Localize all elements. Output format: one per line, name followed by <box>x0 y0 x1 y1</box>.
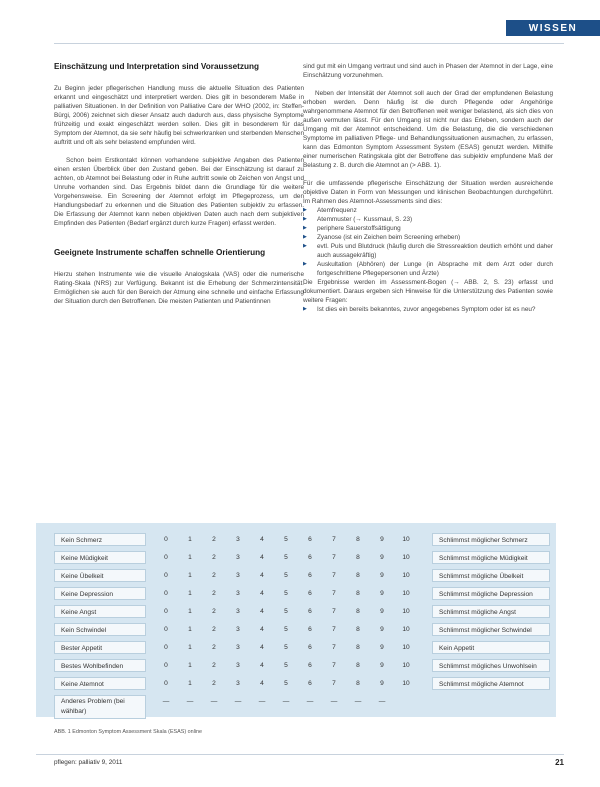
scale-row-low-label: Keine Angst <box>54 605 146 618</box>
scale-number[interactable]: 0 <box>164 590 168 597</box>
scale-number[interactable]: 0 <box>164 536 168 543</box>
scale-number[interactable]: 6 <box>308 626 312 633</box>
scale-number[interactable]: 1 <box>188 536 192 543</box>
scale-number[interactable]: 6 <box>308 680 312 687</box>
scale-number[interactable]: 10 <box>402 572 410 579</box>
scale-number[interactable]: 9 <box>380 536 384 543</box>
scale-row <box>36 639 556 657</box>
scale-number[interactable]: 7 <box>332 536 336 543</box>
scale-number[interactable]: 3 <box>236 626 240 633</box>
heading-instruments: Geeignete Instrumente schaffen schnelle Orientierung <box>54 248 266 257</box>
scale-row <box>36 531 556 549</box>
scale-number[interactable]: 9 <box>380 608 384 615</box>
paragraph: Für die umfassende pflegerische Einschätzung der Situation werden ausreichende objektive Daten in Form von Messungen und klinischen Beobachtungen durchgeführt. Im Rahmen des Atemnot-Assessments sind dies: <box>303 180 553 205</box>
list-item: ▶ Atemmuster (→ Kussmaul, S. 23) <box>303 215 553 224</box>
scale-number[interactable]: 10 <box>402 590 410 597</box>
scale-row-high-label: Schlimmst mögliche Depression <box>432 587 550 600</box>
scale-row <box>36 603 556 621</box>
scale-number[interactable]: 8 <box>356 554 360 561</box>
paragraph: sind gut mit ein Umgang vertraut und sind auch in Phasen der Atemnot in der Lage, eine Einschätzung vorzunehmen. <box>303 63 553 79</box>
scale-number[interactable]: 4 <box>260 608 264 615</box>
scale-number[interactable]: 3 <box>236 590 240 597</box>
scale-number[interactable]: 1 <box>188 626 192 633</box>
scale-number[interactable]: 5 <box>284 644 288 651</box>
scale-row-high-label: Schlimmst möglicher Schmerz <box>432 533 550 546</box>
scale-number[interactable]: 2 <box>212 590 216 597</box>
scale-number[interactable]: 6 <box>308 644 312 651</box>
scale-number[interactable]: 8 <box>356 590 360 597</box>
scale-row-low-label: Kein Schmerz <box>54 533 146 546</box>
scale-number[interactable]: — <box>258 698 266 705</box>
scale-number[interactable]: 3 <box>236 554 240 561</box>
scale-row-low-label: Anderes Problem (bei wählbar) <box>54 695 146 719</box>
scale-number[interactable]: 3 <box>236 536 240 543</box>
scale-number[interactable]: 6 <box>308 662 312 669</box>
scale-number[interactable]: 3 <box>236 608 240 615</box>
scale-row-low-label: Kein Schwindel <box>54 623 146 636</box>
scale-number[interactable]: — <box>306 698 314 705</box>
scale-number[interactable]: 0 <box>164 554 168 561</box>
scale-number[interactable]: — <box>378 698 386 705</box>
paragraph: Die Ergebnisse werden im Assessment-Bogen (→ ABB. 2, S. 23) erfasst und dokumentiert. Daraus ergeben sich Hinweise für die Unterstützung des Patienten sowie weitere Fragen: <box>303 279 553 304</box>
scale-number[interactable]: 2 <box>212 662 216 669</box>
scale-row-low-label: Keine Übelkeit <box>54 569 146 582</box>
scale-number[interactable]: 2 <box>212 572 216 579</box>
scale-number[interactable]: 1 <box>188 608 192 615</box>
scale-number[interactable]: 1 <box>188 590 192 597</box>
scale-number[interactable]: 2 <box>212 536 216 543</box>
scale-row-high-label: Schlimmst mögliche Übelkeit <box>432 569 550 582</box>
paragraph: Schon beim Erstkontakt können vorhandene subjektive Angaben des Patienten einen ersten Überblick über den Zustand geben. Bei der Einschätzung ist darauf zu achten, ob Atemnot bei Belastung oder in Ruhe auftritt sowie ob Zeichen von Angst und Unruhe vorhanden sind. Das Ergebnis bildet dann die Grundlage für die weitere Vorgehensweise. Ein Screening der Atemnot erfolgt im Pflegeprozess, um den Handlungsbedarf zu erkennen und die Situation des Patienten subjektiv zu erfassen. Die Erfassung der Atemnot kann neben objektiven Daten auch nach dem subjektiven Empfinden des Patienten (Bedarf ergänzt durch kurze Fragen) erfasst werden. <box>54 157 304 227</box>
questions-list <box>303 305 553 314</box>
scale-number[interactable]: 2 <box>212 644 216 651</box>
scale-row <box>36 549 556 567</box>
scale-number[interactable]: 10 <box>402 680 410 687</box>
scale-number[interactable]: 2 <box>212 680 216 687</box>
scale-number[interactable]: 8 <box>356 608 360 615</box>
scale-row-high-label: Schlimmst mögliche Atemnot <box>432 677 550 690</box>
heading-assessment: Einschätzung und Interpretation sind Voraussetzung <box>54 62 260 71</box>
scale-number[interactable]: 9 <box>380 680 384 687</box>
scale-row <box>36 657 556 675</box>
scale-number[interactable]: 4 <box>260 554 264 561</box>
scale-number[interactable]: 4 <box>260 536 264 543</box>
scale-number[interactable]: 7 <box>332 608 336 615</box>
scale-number[interactable]: 5 <box>284 554 288 561</box>
scale-number[interactable]: 8 <box>356 626 360 633</box>
scale-row-high-label: Schlimmst mögliches Unwohlsein <box>432 659 550 672</box>
scale-number[interactable]: 7 <box>332 644 336 651</box>
scale-number[interactable]: 9 <box>380 590 384 597</box>
scale-number[interactable]: 9 <box>380 662 384 669</box>
scale-row-high-label: Kein Appetit <box>432 641 550 654</box>
list-item: ▶ evtl. Puls und Blutdruck (häufig durch die Stressreaktion deutlich erhöht und daher auch aussagekräftig) <box>303 242 553 260</box>
scale-number[interactable]: 0 <box>164 662 168 669</box>
scale-row <box>36 675 556 693</box>
scale-number[interactable]: 1 <box>188 644 192 651</box>
scale-number[interactable]: 0 <box>164 680 168 687</box>
header-divider <box>54 43 564 44</box>
scale-number[interactable]: 5 <box>284 626 288 633</box>
scale-number[interactable]: 5 <box>284 536 288 543</box>
scale-number[interactable]: 7 <box>332 554 336 561</box>
scale-row-low-label: Keine Atemnot <box>54 677 146 690</box>
section-banner: WISSEN <box>506 20 600 36</box>
scale-number[interactable]: 1 <box>188 572 192 579</box>
scale-number[interactable]: — <box>162 698 170 705</box>
scale-number[interactable]: 6 <box>308 536 312 543</box>
scale-row-low-label: Bestes Wohlbefinden <box>54 659 146 672</box>
journal-footer: pflegen: palliativ 9, 2011 <box>54 759 123 766</box>
scale-number[interactable]: 0 <box>164 572 168 579</box>
scale-row-low-label: Keine Depression <box>54 587 146 600</box>
scale-number[interactable]: 10 <box>402 536 410 543</box>
scale-number[interactable]: 4 <box>260 590 264 597</box>
list-item: ▶ periphere Sauerstoffsättigung <box>303 224 553 233</box>
scale-number[interactable]: 8 <box>356 644 360 651</box>
scale-number[interactable]: 3 <box>236 644 240 651</box>
scale-number[interactable]: — <box>330 698 338 705</box>
scale-number[interactable]: 6 <box>308 572 312 579</box>
scale-number[interactable]: 8 <box>356 662 360 669</box>
scale-number[interactable]: 5 <box>284 608 288 615</box>
scale-number[interactable]: 4 <box>260 572 264 579</box>
scale-number[interactable]: 2 <box>212 554 216 561</box>
footer-divider <box>36 754 564 755</box>
scale-number[interactable]: 7 <box>332 680 336 687</box>
scale-number[interactable]: 3 <box>236 572 240 579</box>
scale-number[interactable]: 0 <box>164 644 168 651</box>
right-column <box>303 62 553 314</box>
paragraph: Neben der Intensität der Atemnot soll auch der Grad der empfundenen Belastung erhoben werden. Denn häufig ist die durch Pflegende oder Angehörige wahrgenommene Atemnot für den Betroffenen weit weniger belastend, als sich dies von außen vermuten lässt. Für den Umgang ist nicht nur das Erleben, sondern auch der Umgang mit der Atemnot entscheidend. Um die Belastung, die die verschiedenen Symptome im palliativen Pflege- und Behandlungssituationen ausmachen, zu erfassen, kann das Edmonton Symptom Assessment System (ESAS) genutzt werden. Mithilfe einer numerischen Ratingskala gibt der Betroffene das subjektiv empfundene Maß der Belastung z. B. durch die Atemnot an (> ABB. 1). <box>303 90 553 169</box>
scale-number[interactable]: 7 <box>332 590 336 597</box>
scale-row-high-label: Schlimmst mögliche Müdigkeit <box>432 551 550 564</box>
scale-number[interactable]: 0 <box>164 626 168 633</box>
scale-row-low-label: Keine Müdigkeit <box>54 551 146 564</box>
scale-row-low-label: Bester Appetit <box>54 641 146 654</box>
scale-row <box>36 693 556 715</box>
figure-caption: ABB. 1 Edmonton Symptom Assessment Skala (ESAS) online <box>54 729 203 735</box>
scale-number[interactable]: 3 <box>236 662 240 669</box>
list-item: ▶ Ist dies ein bereits bekanntes, zuvor angegebenes Symptom oder ist es neu? <box>303 305 553 314</box>
scale-number[interactable]: 10 <box>402 608 410 615</box>
scale-number[interactable]: 7 <box>332 626 336 633</box>
scale-number[interactable]: 8 <box>356 536 360 543</box>
scale-number[interactable]: 5 <box>284 572 288 579</box>
scale-number[interactable]: 10 <box>402 662 410 669</box>
scale-number[interactable]: — <box>282 698 290 705</box>
scale-number[interactable]: 5 <box>284 662 288 669</box>
scale-number[interactable]: 6 <box>308 554 312 561</box>
scale-row <box>36 585 556 603</box>
scale-number[interactable]: 5 <box>284 680 288 687</box>
scale-number[interactable]: — <box>234 698 242 705</box>
left-column <box>54 62 304 315</box>
scale-row <box>36 621 556 639</box>
scale-number[interactable]: 6 <box>308 590 312 597</box>
scale-number[interactable]: 10 <box>402 626 410 633</box>
scale-number[interactable]: 3 <box>236 680 240 687</box>
scale-number[interactable]: 5 <box>284 590 288 597</box>
paragraph: Hierzu stehen Instrumente wie die visuelle Analogskala (VAS) oder die numerische Rating-Skala (NRS) zur Verfügung. Bekannt ist die Erhebung der Schmerzintensität. Ermöglichen sie auch für den Bereich der Atmung eine schnelle und einfache Erfassung der Situation durch den Betroffenen. Die meisten Patienten und Patientinnen <box>54 271 304 305</box>
scale-number[interactable]: 0 <box>164 608 168 615</box>
esas-scale-figure <box>36 523 556 717</box>
scale-number[interactable]: — <box>186 698 194 705</box>
scale-row <box>36 567 556 585</box>
list-item: ▶ Atemfrequenz <box>303 206 553 215</box>
scale-number[interactable]: 4 <box>260 626 264 633</box>
scale-number[interactable]: 6 <box>308 608 312 615</box>
paragraph: Zu Beginn jeder pflegerischen Handlung muss die aktuelle Situation des Patienten erkannt und eingeschätzt und interpretiert werden. Dies gilt in besonderem Maße in palliativen Situationen. In der Definition von Palliative Care der WHO (2002, in: Steffen-Bürgi, 2006) zeichnet sich dieser Ansatz auch dadurch aus, dass physische Symptome frühzeitig und exakt eingeschätzt werden sollen. Dies gilt in besonderem für das Symptom der Atemnot, da sie sehr häufig bei schwerkranken und sterbenden Menschen auftritt und oft als sehr belastend empfunden wird. <box>54 85 304 146</box>
scale-number[interactable]: 2 <box>212 608 216 615</box>
scale-number[interactable]: 7 <box>332 662 336 669</box>
scale-number[interactable]: 8 <box>356 680 360 687</box>
scale-number[interactable]: 9 <box>380 644 384 651</box>
scale-number[interactable]: — <box>210 698 218 705</box>
assessment-list <box>303 206 553 278</box>
page-number: 21 <box>555 758 564 767</box>
scale-number[interactable]: 9 <box>380 626 384 633</box>
scale-number[interactable]: 2 <box>212 626 216 633</box>
scale-number[interactable]: 4 <box>260 680 264 687</box>
scale-number[interactable]: 10 <box>402 554 410 561</box>
scale-number[interactable]: 8 <box>356 572 360 579</box>
scale-row-high-label: Schlimmst möglicher Schwindel <box>432 623 550 636</box>
scale-number[interactable]: 4 <box>260 662 264 669</box>
scale-row-high-label: Schlimmst mögliche Angst <box>432 605 550 618</box>
scale-number[interactable]: 9 <box>380 554 384 561</box>
scale-number[interactable]: 4 <box>260 644 264 651</box>
scale-number[interactable]: 10 <box>402 644 410 651</box>
scale-number[interactable]: 7 <box>332 572 336 579</box>
scale-number[interactable]: 1 <box>188 554 192 561</box>
scale-number[interactable]: — <box>354 698 362 705</box>
scale-number[interactable]: 1 <box>188 680 192 687</box>
scale-number[interactable]: 1 <box>188 662 192 669</box>
list-item: ▶ Zyanose (ist ein Zeichen beim Screening erheben) <box>303 233 553 242</box>
list-item: ▶ Auskultation (Abhören) der Lunge (in Absprache mit dem Arzt oder durch fortgeschrittene Pflegepersonen und Ärzte) <box>303 260 553 278</box>
scale-number[interactable]: 9 <box>380 572 384 579</box>
